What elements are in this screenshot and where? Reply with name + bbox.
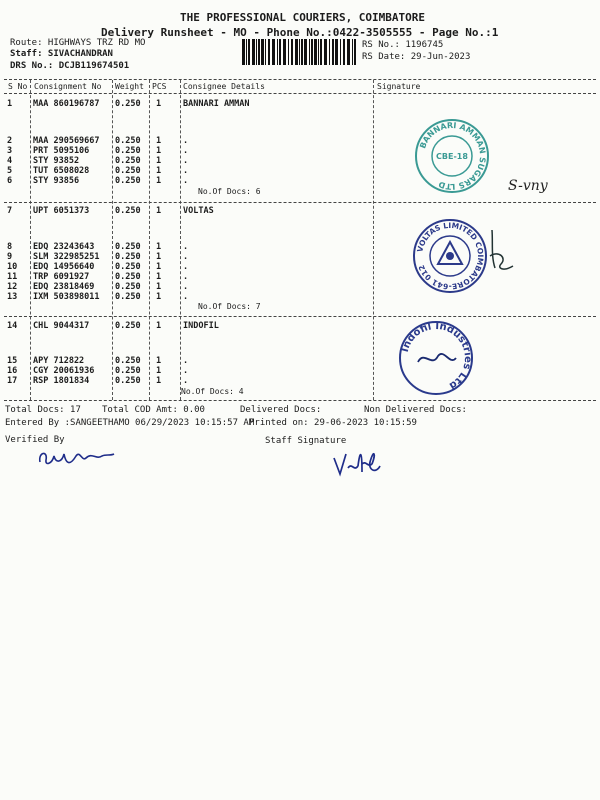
barcode-bar xyxy=(242,39,245,65)
barcode-bar xyxy=(272,39,275,65)
barcode-bar xyxy=(314,39,317,65)
runsheet-title: Delivery Runsheet - MO - Phone No.:0422-3505555 - Page No.:1 xyxy=(101,26,499,39)
barcode-bar xyxy=(301,39,303,65)
col-weight: Weight xyxy=(115,82,144,91)
col-divider xyxy=(373,80,374,400)
barcode-bar xyxy=(261,39,264,65)
consignee-name: INDOFIL xyxy=(183,321,219,331)
barcode-bar xyxy=(258,39,260,65)
company-seal-bannari xyxy=(414,118,490,194)
table-row: 4 STY 93852 0.250 1 . xyxy=(7,156,189,166)
barcode-bar xyxy=(256,39,257,65)
docs-count: No.Of Docs: 7 xyxy=(198,302,261,311)
table-row: 17 RSP 1801834 0.250 1 . xyxy=(7,376,189,386)
table-top-rule xyxy=(4,79,596,80)
table-row: 1 MAA 860196787 0.250 1 BANNARI AMMAN xyxy=(7,99,250,109)
svg-text:VOLTAS LIMITED COIMBATORE-641: VOLTAS LIMITED COIMBATORE-641 012 xyxy=(415,220,486,292)
barcode-bar xyxy=(268,39,270,65)
barcode-bar xyxy=(304,39,307,65)
barcode-bar xyxy=(318,39,319,65)
barcode-bar xyxy=(279,39,281,65)
barcode-bar xyxy=(332,39,334,65)
svg-text:BANNARI AMMAN SUGARS LTD: BANNARI AMMAN SUGARS LTD xyxy=(418,120,488,192)
barcode-bar xyxy=(295,39,298,65)
table-row: 3 PRT 5095106 0.250 1 . xyxy=(7,146,189,156)
barcode xyxy=(242,39,358,65)
company-name: THE PROFESSIONAL COURIERS, COIMBATORE xyxy=(180,11,426,24)
barcode-bar xyxy=(347,39,350,65)
table-row: 2 MAA 290569667 0.250 1 . xyxy=(7,136,189,146)
table-row: 5 TUT 6508028 0.250 1 . xyxy=(7,166,189,176)
barcode-bar xyxy=(283,39,286,65)
drs-number: DRS No.: DCJB119674501 xyxy=(10,61,130,71)
staff-signature-label: Staff Signature xyxy=(265,436,347,446)
table-row: 10 EDQ 14956640 0.250 1 . xyxy=(7,262,189,272)
table-row: 15 APY 712822 0.250 1 . xyxy=(7,356,189,366)
docs-count: No.Of Docs: 6 xyxy=(198,187,261,196)
table-row: 12 EDQ 23818469 0.250 1 . xyxy=(7,282,189,292)
barcode-bar xyxy=(265,39,266,65)
group-rule xyxy=(4,316,596,317)
col-sno: S No xyxy=(8,82,28,91)
staff-label: Staff: SIVACHANDRAN xyxy=(10,49,113,59)
col-consignment: Consignment No xyxy=(34,82,102,91)
barcode-bar xyxy=(352,39,353,65)
printed-on: Printed on: 29-06-2023 10:15:59 xyxy=(249,418,417,428)
barcode-bar xyxy=(335,39,338,65)
table-bottom-rule xyxy=(4,400,596,401)
verified-signature xyxy=(36,442,116,476)
docs-count: No.Of Docs: 4 xyxy=(181,387,244,396)
delivered-docs: Delivered Docs: xyxy=(240,405,322,415)
barcode-bar xyxy=(291,39,293,65)
barcode-bar xyxy=(277,39,278,65)
barcode-bar xyxy=(354,39,356,65)
consignee-name: VOLTAS xyxy=(183,206,214,216)
col-signature: Signature xyxy=(377,82,421,91)
barcode-bar xyxy=(299,39,300,65)
col-divider xyxy=(180,80,181,400)
col-divider xyxy=(30,80,31,400)
route-label: Route: HIGHWAYS TRZ RD MO xyxy=(10,38,146,48)
table-row: 7 UPT 6051373 0.250 1 VOLTAS xyxy=(7,206,214,216)
table-row: 16 CGY 20061936 0.250 1 . xyxy=(7,366,189,376)
signature-handwriting: S-vny xyxy=(508,178,548,194)
table-row: 6 STY 93856 0.250 1 . xyxy=(7,176,189,186)
total-cod: Total COD Amt: 0.00 xyxy=(102,405,205,415)
voltas-initials xyxy=(487,228,517,280)
col-pcs: PCS xyxy=(152,82,167,91)
col-consignee: Consignee Details xyxy=(183,82,265,91)
barcode-bar xyxy=(309,39,310,65)
col-divider xyxy=(149,80,150,400)
table-header-rule xyxy=(4,93,596,94)
non-delivered-docs: Non Delivered Docs: xyxy=(364,405,467,415)
entered-by: Entered By :SANGEETHAMO 06/29/2023 10:15:57 AM xyxy=(5,418,255,428)
table-row: 11 TRP 6091927 0.250 1 . xyxy=(7,272,189,282)
group-rule xyxy=(4,202,596,203)
consignee-name: BANNARI AMMAN xyxy=(183,99,250,109)
total-docs: Total Docs: 17 xyxy=(5,405,81,415)
table-row: 9 SLM 322985251 0.250 1 . xyxy=(7,252,189,262)
barcode-bar xyxy=(288,39,289,65)
table-row: 14 CHL 9044317 0.250 1 INDOFIL xyxy=(7,321,219,331)
staff-signature xyxy=(332,444,382,488)
barcode-bar xyxy=(340,39,341,65)
barcode-bar xyxy=(329,39,330,65)
table-row: 8 EDQ 23243643 0.250 1 . xyxy=(7,242,189,252)
barcode-bar xyxy=(248,39,250,65)
company-seal-voltas xyxy=(412,218,488,294)
verified-by-label: Verified By xyxy=(5,435,65,445)
company-seal-indofil xyxy=(398,320,474,396)
barcode-bar xyxy=(311,39,313,65)
rs-number: RS No.: 1196745 xyxy=(362,40,444,50)
svg-text:CBE-18: CBE-18 xyxy=(436,152,468,161)
svg-text:Indofil Industries Ltd: Indofil Industries Ltd xyxy=(399,320,474,392)
barcode-bar xyxy=(252,39,255,65)
barcode-bar xyxy=(320,39,322,65)
barcode-bar xyxy=(246,39,247,65)
col-divider xyxy=(112,80,113,400)
rs-date: RS Date: 29-Jun-2023 xyxy=(362,52,471,62)
barcode-bar xyxy=(324,39,327,65)
table-row: 13 IXM 503898011 0.250 1 . xyxy=(7,292,189,302)
barcode-bar xyxy=(343,39,345,65)
